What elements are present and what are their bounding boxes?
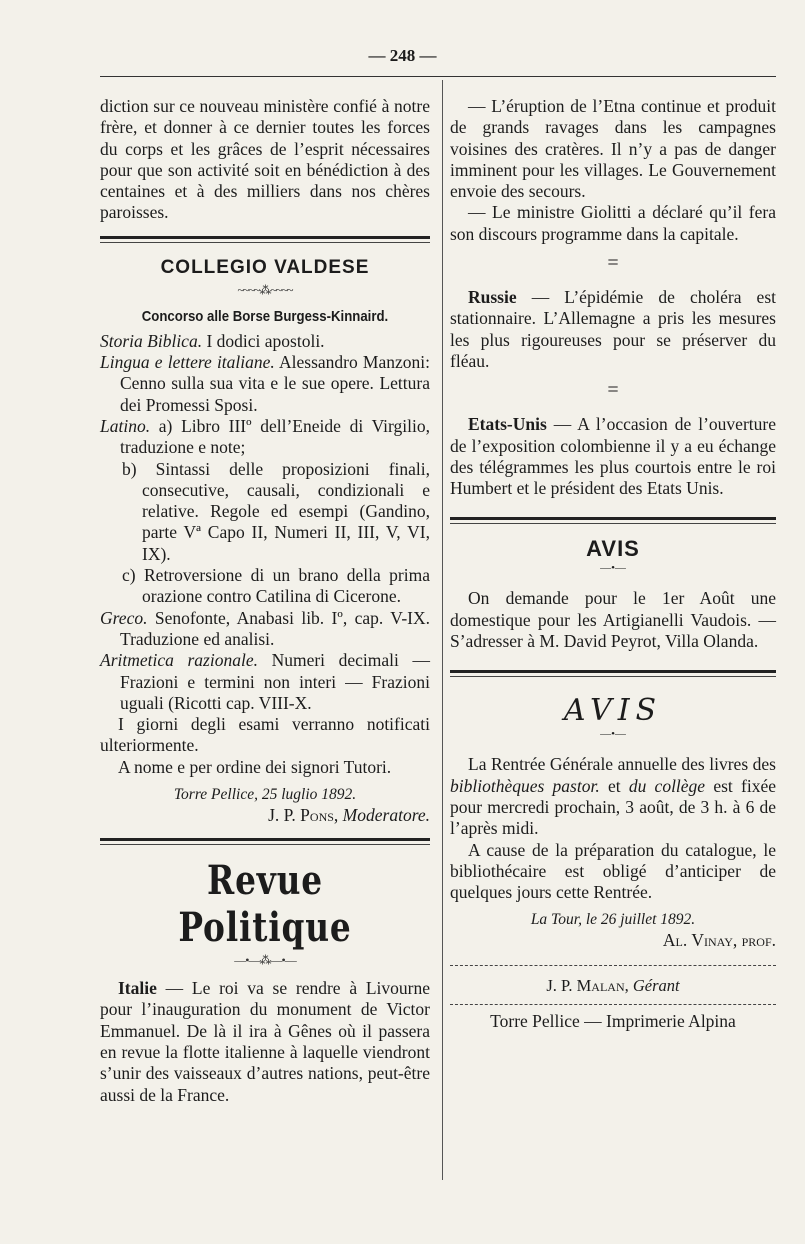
giolitti-paragraph: — Le ministre Giolitti a déclaré qu’il fera son discours programme dans la capitale. xyxy=(450,202,776,244)
avis-ornament-2: —•— xyxy=(600,728,626,741)
avis-signature: Al. Vinay, prof. xyxy=(662,930,776,951)
avis-rule-thin xyxy=(450,523,776,524)
course-latino-b: b) Sintassi delle proposizioni finali, consecutive, causali, condizionali e relative. Regole ed esempi (Gandino, parte Vª Capo II, Numeri II, III, V, VI, IX). xyxy=(122,458,430,564)
italie-paragraph: Italie — Le roi va se rendre à Livourne pour l’inauguration du monument de Victor Emmanuel. De là il ira à Gênes où il passera en revue la flotte italienne à laquelle viendront s’unir des vaisseaux d’autres nations, peut-être aussi de la France. xyxy=(100,978,430,1105)
section-rule xyxy=(100,236,430,239)
course-greco: Greco. Senofonte, Anabasi lib. Iº, cap. V-IX. Traduzione ed analisi. xyxy=(100,607,430,649)
collegio-title: COLLEGIO VALDESE xyxy=(160,256,370,278)
column-divider xyxy=(442,80,443,1180)
course-aritmetica: Aritmetica razionale. Numeri decimali — Frazioni e termini non interi — Frazioni uguali (Ricotti cap. VIII-X. xyxy=(100,650,430,713)
avis-dateline: La Tour, le 26 juillet 1892. xyxy=(530,911,696,929)
avis2-rule xyxy=(450,670,776,673)
imprint-line: Torre Pellice — Imprimerie Alpina xyxy=(490,1011,736,1032)
russie-paragraph: Russie — L’épidémie de choléra est stationnaire. L’Allemagne a pris les mesures les plus rigoureuses pour se préserver du fléau. xyxy=(450,287,776,371)
avis-rule xyxy=(450,517,776,520)
gerant-line: J. P. Malan, Gérant xyxy=(546,976,680,996)
imprint-rule xyxy=(450,1004,776,1005)
header-rule xyxy=(100,76,776,77)
avis-title-2: AVIS xyxy=(563,693,663,729)
tutors-note: A nome e per ordine dei signori Tutori. xyxy=(118,756,392,777)
avis-1-text: On demande pour le 1er Août une domestique pour les Artigianelli Vaudois. — S’adresser à M. David Peyrot, Villa Olanda. xyxy=(450,588,776,652)
revue-rule-thin xyxy=(100,844,430,845)
gerant-rule xyxy=(450,965,776,966)
revue-rule xyxy=(100,838,430,841)
left-column xyxy=(100,96,430,1106)
separator-mark: = xyxy=(607,252,619,275)
collegio-dateline: Torre Pellice, 25 luglio 1892. xyxy=(173,786,357,804)
course-storia: Storia Biblica. I dodici apostoli. xyxy=(100,330,325,351)
avis-title-1: AVIS xyxy=(586,536,640,562)
right-column xyxy=(450,96,776,1032)
avis2-rule-thin xyxy=(450,676,776,677)
avis-2-paragraph-2: A cause de la préparation du catalogue, le bibliothécaire est obligé d’anticiper de quelques jours cette Rentrée. xyxy=(450,839,776,903)
etats-unis-paragraph: Etats-Unis — A l’occasion de l’ouverture de l’exposition colombienne il y a eu échange des télégrammes les plus courtois entre le roi Humbert et le président des Etats Unis. xyxy=(450,414,776,499)
section-rule-thin xyxy=(100,242,430,243)
avis-ornament-1: —•— xyxy=(600,562,626,575)
revue-politique-title: Revue Politique xyxy=(178,857,352,952)
revue-ornament: —•—⁂—•— xyxy=(234,953,296,968)
ornament: ~~~~⁂~~~~ xyxy=(237,282,293,297)
etna-paragraph: — L’éruption de l’Etna continue et produit de grands ravages dans les campagnes voisines des cratères. Il n’y a pas de danger imminent pour les villages. Le Gouvernement envoie des secours. xyxy=(450,96,776,202)
exams-note: I giorni degli esami verranno notificati ulteriormente. xyxy=(100,714,430,756)
separator-mark: = xyxy=(607,379,619,402)
course-latino-c: c) Retroversione di un brano della prima orazione contro Catilina di Cicerone. xyxy=(122,565,430,607)
course-lingua: Lingua e lettere italiane. Alessandro Manzoni: Cenno sulla sua vita e le sue opere. Lettura dei Promessi Sposi. xyxy=(100,352,430,415)
intro-paragraph: diction sur ce nouveau ministère confié à notre frère, et donner à ce dernier toutes les forces du corps et les grâces de l’esprit nécessaires pour que son activité soit en bénédiction à des centaines et à des milliers dans nos chères paroisses. xyxy=(100,96,430,223)
avis-2-paragraph-1: La Rentrée Générale annuelle des livres des bibliothèques pastor. et du collège est fixée pour mercredi prochain, 3 août, de 3 h. à 6 de l’après midi. xyxy=(450,754,776,839)
course-latino: Latino. a) Libro IIIº dell’Eneide di Virgilio, traduzione e note; xyxy=(100,415,430,458)
collegio-signature: J. P. Pons, Moderatore. xyxy=(268,805,430,826)
page-number: — 248 — xyxy=(368,46,437,65)
concorso-subhead: Concorso alle Borse Burgess-Kinnaird. xyxy=(141,307,389,325)
